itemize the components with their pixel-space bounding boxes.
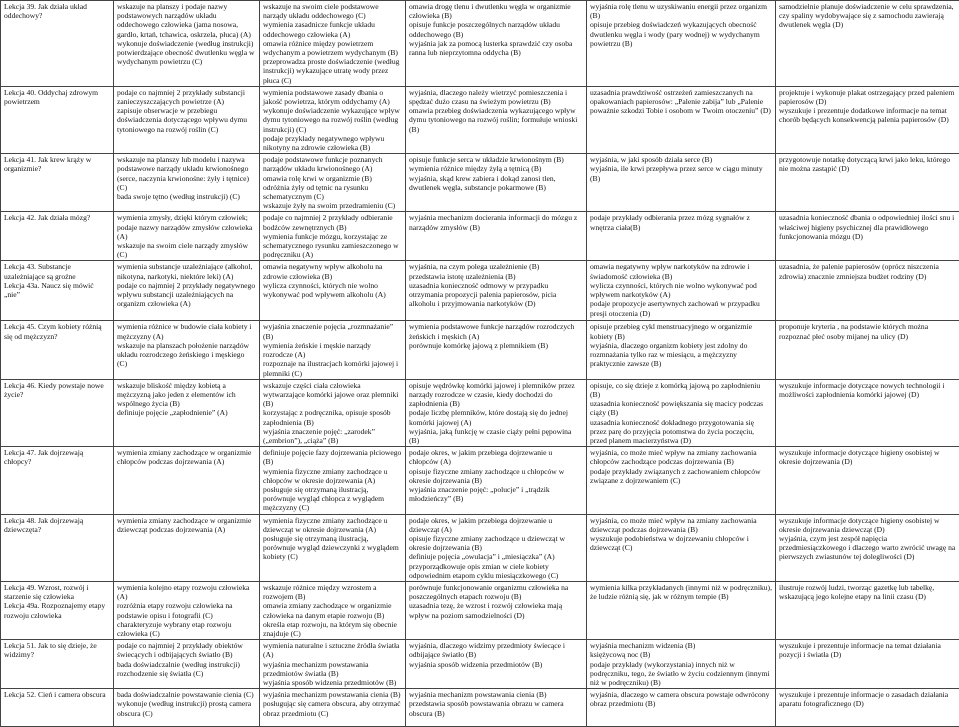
requirement-text: charakteryzuje wybrany etap rozwoju człowieka (C) [117, 620, 256, 638]
lesson-title-text: Lekcja 48. Jak dojrzewają dziewczęta? [4, 516, 110, 534]
requirement-text: omawia drogę tlenu i dwutlenku węgla w organizmie człowieka (B) [409, 2, 583, 20]
requirement-text: wskazuje na swoim ciele podstawowe narządy układu oddechowego (C) [263, 2, 402, 20]
requirement-text: wskazuje na planszach położenie narządów układu rozrodczego żeńskiego i męskiego (C) [117, 341, 256, 369]
lesson-title-text: Lekcja 51. Jak to się dzieje, że widzimy? [4, 641, 110, 659]
requirement-text: definiuje pojęcie fazy dojrzewania płciowego (B) [263, 448, 402, 466]
requirement-text: wyszukuje i prezentuje informacje o zasadach działania aparatu fotograficznego (D) [779, 690, 956, 708]
requirement-text: wyjaśnia, skąd krew zabiera i dokąd zanosi tlen, dwutlenek węgla, substancje pokarmowe (B) [409, 174, 583, 192]
table-cell-requirements-level-2 [260, 212, 406, 261]
requirement-text: wskazuje na planszy i podaje nazwy podstawowych narządów układu oddechowego człowieka (jama nosowa, gardło, krtań, tchawica, oskrzela, płuca) (A) [117, 2, 256, 39]
table-cell-lesson-title [1, 640, 114, 689]
requirement-text: wymienia zmiany zachodzące w organizmie chłopców podczas dojrzewania (A) [117, 448, 256, 466]
requirement-text: wykonuje doświadczenie (według instrukcji) potwierdzające obecność dwutlenku węgla w wydychanym powietrzu (C) [117, 39, 256, 67]
table-cell-requirements-level-1 [114, 689, 260, 727]
requirement-text: wyszukuje informacje dotyczące higieny osobistej w okresie dojrzewania dziewcząt (D) [779, 516, 956, 534]
requirement-text: podaje przykłady negatywnego wpływu nikotyny na zdrowie człowieka (B) [263, 134, 402, 152]
requirement-text: wyjaśnia, dlaczego organizm kobiety jest zdolny do rozmnażania tylko raz w miesiącu, a mężczyzny praktycznie zawsze (B) [590, 341, 772, 369]
table-cell-requirements-level-2 [260, 154, 406, 212]
table-cell-requirements-level-3 [406, 689, 587, 727]
table-cell-requirements-level-4 [587, 261, 776, 321]
table-cell-requirements-level-3 [406, 154, 587, 212]
table-cell-requirements-level-4 [587, 689, 776, 727]
requirement-text: wyjaśnia, dlaczego należy wietrzyć pomieszczenia i spędzać dużo czasu na świeżym powietrzu (B) [409, 88, 583, 106]
table-cell-requirements-level-5 [776, 212, 959, 261]
table-cell-requirements-level-5 [776, 1, 959, 87]
lesson-title-text: Lekcja 39. Jak działa układ oddechowy? [4, 2, 110, 20]
table-row [1, 261, 959, 321]
table-row [1, 447, 959, 514]
requirement-text: wyjaśnia jak za pomocą lusterka sprawdzić czy osoba ranna lub nieprzytomna oddycha (B) [409, 39, 583, 57]
requirement-text: wyjaśnia, czym jest zespół napięcia przedmiesiączkowego i dlaczego warto zwrócić uwagę na pierwszych zwiastunów tej dolegliwości (D) [779, 534, 956, 562]
table-cell-requirements-level-2 [260, 86, 406, 153]
requirement-text: wyjaśnia znaczenie pojęć: „polucje” i „trądzik młodzieńczy” (B) [409, 485, 583, 503]
table-cell-requirements-level-4 [587, 640, 776, 689]
requirement-text: ilustruje rozwój ludzi, tworząc gazetkę lub tabelkę, wskazującą jego kolejne etapy na linii czasu (D) [779, 583, 956, 601]
table-row [1, 640, 959, 689]
requirement-text: porównuje komórkę jajową z plemnikiem (B) [409, 341, 583, 350]
requirement-text: wyjaśnia znaczenie pojęcia „rozmnażanie” (B) [263, 322, 402, 340]
requirement-text: wyszukuje podobieństwa w dojrzewaniu chłopców i dziewcząt (C) [590, 534, 772, 552]
table-cell-requirements-level-5 [776, 514, 959, 581]
table-cell-requirements-level-2 [260, 581, 406, 639]
table-cell-requirements-level-2 [260, 447, 406, 514]
table-cell-requirements-level-4 [587, 514, 776, 581]
table-cell-requirements-level-3 [406, 261, 587, 321]
requirement-text: odróżnia żyły od tętnic na rysunku schematycznym (C) [263, 183, 402, 201]
requirement-text: projektuje i wykonuje plakat ostrzegający przed paleniem papierosów (D) [779, 88, 956, 106]
requirement-text: samodzielnie planuje doświadczenie w celu sprawdzenia, czy spaliny wydobywające się z samochodu zawierają dwutlenek węgla (D) [779, 2, 956, 30]
requirement-text: wymienia podstawowe zasady dbania o jakość powietrza, którym oddychamy (A) [263, 88, 402, 106]
table-cell-requirements-level-3 [406, 321, 587, 379]
requirement-text: podaje okres, w jakim przebiega dojrzewanie u chłopców (A) [409, 448, 583, 466]
requirement-text: wskazuje na swoim ciele narządy zmysłów (C) [117, 241, 256, 259]
requirement-text: wyjaśnia, w jaki sposób działa serce (B) [590, 155, 772, 164]
table-cell-requirements-level-3 [406, 447, 587, 514]
requirement-text: podaje przykłady odbierania przez mózg sygnałów z wnętrza ciała(B) [590, 213, 772, 231]
table-cell-requirements-level-4 [587, 447, 776, 514]
requirement-text: wymienia substancje uzależniające (alkohol, nikotyna, narkotyki, niektóre leki) (A) [117, 262, 256, 280]
table-row [1, 581, 959, 639]
table-row [1, 86, 959, 153]
requirement-text: omawia rolę krwi w organizmie (B) [263, 174, 402, 183]
requirement-text: wymienia zasadnicze funkcje układu oddechowego człowieka (A) [263, 20, 402, 38]
table-cell-lesson-title [1, 154, 114, 212]
requirement-text: wyszukuje i prezentuje dodatkowe informacje na temat chorób będących konsekwencją palenia papierosów (D) [779, 106, 956, 124]
requirement-text: rozpoznaje na ilustracjach komórki jajowej i plemniki (C) [263, 359, 402, 377]
table-cell-requirements-level-5 [776, 379, 959, 446]
requirement-text: opisuje przebieg doświadczeń wykazujących obecność dwutlenku węgla i wody (pary wodnej) w wydychanym powietrzu (B) [590, 20, 772, 48]
table-cell-requirements-level-5 [776, 447, 959, 514]
requirement-text: podaje propozycje asertywnych zachowań w przypadku presji otoczenia (D) [590, 299, 772, 317]
requirement-text: wymienia fizyczne zmiany zachodzące u dziewcząt w okresie dojrzewania (A) [263, 516, 402, 534]
requirement-text: wyjaśnia, co może mieć wpływ na zmiany zachowania dziewcząt podczas dojrzewania (B) [590, 516, 772, 534]
requirement-text: podaje przykłady (wykorzystania) innych niż w podręczniku, tego, że światło w życiu codziennym (innymi niż w podręczniku) (B) [590, 660, 772, 688]
table-cell-requirements-level-1 [114, 321, 260, 379]
requirement-text: wymienia zmiany zachodzące w organizmie dziewcząt podczas dojrzewania (A) [117, 516, 256, 534]
table-cell-lesson-title [1, 581, 114, 639]
lesson-title-text: Lekcja 40. Oddychaj zdrowym powietrzem [4, 88, 110, 106]
requirement-text: bada doświadczalnie powstawanie cienia (C) [117, 690, 256, 699]
requirement-text: wymienia naturalne i sztuczne źródła światła (A) [263, 641, 402, 659]
table-cell-lesson-title [1, 86, 114, 153]
table-cell-requirements-level-5 [776, 321, 959, 379]
requirement-text: posługuje się otrzymaną ilustracją, porównuje wygląd chłopca z wyglądem mężczyzny (C) [263, 485, 402, 513]
lesson-title-text: Lekcja 41. Jak krew krąży w organizmie? [4, 155, 110, 173]
table-cell-requirements-level-3 [406, 581, 587, 639]
requirement-text: uzasadnia konieczność dbania o odpowiedniej ilości snu i właściwej higieny psychicznej dla prawidłowego funkcjonowania mózgu (D) [779, 213, 956, 241]
requirement-text: przeprowadza proste doświadczenie (według instrukcji) wykazujące utratę wody przez płuca (C) [263, 57, 402, 85]
requirement-text: omawia zmiany zachodzące w organizmie człowieka na danym etapie rozwoju (B) [263, 601, 402, 619]
requirement-text: wymienia kilka przykładanych (innymi niż w podręczniku), że ludzie różnią się, jak w różnym tempie (B) [590, 583, 772, 601]
requirement-text: porównuje funkcjonowanie organizmu człowieka na poszczególnych etapach rozwoju (B) [409, 583, 583, 601]
table-cell-lesson-title [1, 261, 114, 321]
table-cell-requirements-level-1 [114, 154, 260, 212]
table-cell-requirements-level-1 [114, 212, 260, 261]
requirement-text: wskazuje części ciała człowieka wytwarzające komórki jajowe oraz plemniki (B) [263, 381, 402, 409]
requirement-text: wyjaśnia sposób widzenia przedmiotów (B) [263, 678, 402, 687]
lesson-title-text: Lekcja 49. Wzrost, rozwój i starzenie się człowieka [4, 583, 110, 601]
requirement-text: wykonuje (według instrukcji) prostą camera obscura (C) [117, 699, 256, 717]
requirement-text: przygotowuje notatkę dotyczącą krwi jako leku, którego nie można zastąpić (D) [779, 155, 956, 173]
table-cell-requirements-level-3 [406, 514, 587, 581]
table-row [1, 689, 959, 727]
requirement-text: definiuje pojęcia „owulacja” i „miesiączka” (A) [409, 552, 583, 561]
requirement-text: posługując się camera obscura, aby otrzymać obraz przedmiotu (C) [263, 699, 402, 717]
requirement-text: uzasadnia konieczność odmowy w przypadku otrzymania propozycji palenia papierosów, picia alkoholu i przyjmowania narkotyków (D) [409, 281, 583, 309]
requirement-text: wymienia fizyczne zmiany zachodzące u chłopców w okresie dojrzewania (A) [263, 467, 402, 485]
requirement-text: wyszukuje informacje dotyczące higieny osobistej w okresie dojrzewania (D) [779, 448, 956, 466]
table-row [1, 1, 959, 87]
requirement-text: wskazuje żyły na swoim przedramieniu (C) [263, 201, 402, 210]
requirement-text: określa etap rozwoju, na którym się obecnie znajduje (C) [263, 620, 402, 638]
table-cell-requirements-level-1 [114, 86, 260, 153]
table-cell-requirements-level-2 [260, 1, 406, 87]
table-cell-lesson-title [1, 447, 114, 514]
requirement-text: przyporządkowuje opis zmian w ciele kobiety odpowiednim etapom cyklu miesiączkowego (C) [409, 562, 583, 580]
requirement-text: księżycową noc (B) [590, 650, 772, 659]
requirement-text: podaje co najmniej 2 przykłady obiektów świecących i odbijających światło (B) [117, 641, 256, 659]
table-row [1, 212, 959, 261]
requirement-text: wyjaśnia, jaką funkcję w czasie ciąży pełni pępowina (B) [409, 427, 583, 445]
table-cell-requirements-level-5 [776, 86, 959, 153]
table-row [1, 514, 959, 581]
table-cell-requirements-level-3 [406, 379, 587, 446]
requirement-text: opisuje funkcje serca w układzie krwionośnym (B) [409, 155, 583, 164]
table-cell-requirements-level-4 [587, 581, 776, 639]
requirement-text: podaje co najmniej 2 przykłady substancji zanieczyszczających powietrze (A) [117, 88, 256, 106]
table-cell-requirements-level-4 [587, 86, 776, 153]
requirement-text: wskazuje na planszy lub modelu i nazywa podstawowe narządy układu krwionośnego (serce, naczynia krwionośne: żyły i tętnice) (C) [117, 155, 256, 192]
requirement-text: podaje przykłady związanych z zachowaniem chłopców związane z dojrzewaniem (C) [590, 467, 772, 485]
table-cell-requirements-level-1 [114, 379, 260, 446]
requirement-text: zapisuje obserwacje w przebiegu doświadczenia dotyczącego wpływu dymu tytoniowego na rozwój roślin (C) [117, 106, 256, 134]
table-cell-requirements-level-2 [260, 514, 406, 581]
requirement-text: wskazuje różnice między wzrostem a rozwojem (B) [263, 583, 402, 601]
lesson-title-text: Lekcja 42. Jak działa mózg? [4, 213, 110, 222]
table-cell-requirements-level-1 [114, 447, 260, 514]
table-cell-requirements-level-5 [776, 581, 959, 639]
table-cell-requirements-level-2 [260, 379, 406, 446]
requirement-text: wyjaśnia mechanizm powstawania przedmiotów światła (B) [263, 660, 402, 678]
requirement-text: uzasadnia prawdziwość ostrzeżeń zamieszczanych na opakowaniach papierosów: „Palenie zabija” lub „Palenie poważnie szkodzi Tobie i osobom w Twoim otoczeniu” (D) [590, 88, 772, 116]
requirement-text: uzasadnia konieczność dokładnego przygotowania się przez parę do przyjęcia potomstwa do życia poczęciu, przed planem macierzyństwa (D) [590, 418, 772, 446]
table-cell-requirements-level-1 [114, 581, 260, 639]
requirement-text: proponuje kryteria , na podstawie których można rozpoznać płeć osoby mijanej na ulicy (D) [779, 322, 956, 340]
requirement-text: wymienia różnice w budowie ciała kobiety i mężczyzny (A) [117, 322, 256, 340]
requirement-text: wyjaśnia znaczenie pojęć: „zarodek” („embrion”), „ciąża” (B) [263, 427, 402, 445]
lesson-title-text: Lekcja 47. Jak dojrzewają chłopcy? [4, 448, 110, 466]
table-cell-requirements-level-4 [587, 321, 776, 379]
requirement-text: omawia negatywny wpływ alkoholu na zdrowie człowieka (B) [263, 262, 402, 280]
table-cell-requirements-level-4 [587, 154, 776, 212]
table-cell-requirements-level-5 [776, 261, 959, 321]
table-cell-requirements-level-2 [260, 261, 406, 321]
table-cell-lesson-title [1, 1, 114, 87]
requirement-text: uzasadnia konieczność powiększania się macicy podczas ciąży (B) [590, 399, 772, 417]
table-cell-requirements-level-3 [406, 212, 587, 261]
requirement-text: wymienia kolejno etapy rozwoju człowieka (A) [117, 583, 256, 601]
requirement-text: omawia różnice między powietrzem wdychanym a powietrzem wydychanym (B) [263, 39, 402, 57]
table-cell-requirements-level-2 [260, 321, 406, 379]
requirement-text: podaje okres, w jakim przebiega dojrzewanie u dziewcząt (A) [409, 516, 583, 534]
requirement-text: wyjaśnia, ile krwi przepływa przez serce w ciągu minuty (B) [590, 164, 772, 182]
table-cell-requirements-level-2 [260, 640, 406, 689]
requirement-text: omawia przebieg doświadczenia wykazującego wpływ dymu tytoniowego na rozwój roślin; formułuje wnioski (B) [409, 106, 583, 134]
table-cell-lesson-title [1, 689, 114, 727]
requirement-text: posługuje się otrzymaną ilustracją, porównuje wygląd dziewczynki z wyglądem kobiety (C) [263, 534, 402, 562]
table-row [1, 154, 959, 212]
lesson-title-text: Lekcja 46. Kiedy powstaje nowe życie? [4, 381, 110, 399]
requirement-text: wyjaśnia mechanizm powstawania cienia (B) [263, 690, 402, 699]
table-cell-requirements-level-1 [114, 514, 260, 581]
table-cell-requirements-level-5 [776, 640, 959, 689]
table-cell-requirements-level-1 [114, 1, 260, 87]
requirement-text: wymienia różnice między żyłą a tętnicą (B) [409, 164, 583, 173]
table-row [1, 321, 959, 379]
table-row [1, 379, 959, 446]
table-cell-lesson-title [1, 379, 114, 446]
requirement-text: rozróżnia etapy rozwoju człowieka na podstawie opisu i fotografii (C) [117, 601, 256, 619]
requirement-text: wyjaśnia, dlaczego w camera obscura powstaje odwrócony obraz przedmiotu (B) [590, 690, 772, 708]
table-cell-requirements-level-3 [406, 1, 587, 87]
requirement-text: wymienia podstawowe funkcje narządów rozrodczych żeńskich i męskich (A) [409, 322, 583, 340]
requirement-text: uzasadnia tezę, że wzrost i rozwój człowieka mają wpływ na poziom samodzielności (D) [409, 601, 583, 619]
lesson-title-text: Lekcja 43. Substancje uzależniające są groźne [4, 262, 110, 280]
table-cell-lesson-title [1, 212, 114, 261]
table-cell-requirements-level-4 [587, 379, 776, 446]
table-cell-requirements-level-4 [587, 1, 776, 87]
table-cell-requirements-level-5 [776, 689, 959, 727]
requirement-text: podaje podstawowe funkcje poznanych narządów układu krwionośnego (A) [263, 155, 402, 173]
requirement-text: wymienia żeńskie i męskie narządy rozrodcze (A) [263, 341, 402, 359]
requirement-text: wymienia funkcje mózgu, korzystając ze schematycznego rysunku zamieszczonego w podręczniku (A) [263, 232, 402, 260]
lesson-title-text: Lekcja 43a. Naucz się mówić „nie” [4, 281, 110, 299]
requirement-text: opisuje funkcje poszczególnych narządów układu oddechowego (B) [409, 20, 583, 38]
requirement-text: wyjaśnia, co może mieć wpływ na zmiany zachowania chłopców zachodzące podczas dojrzewania (B) [590, 448, 772, 466]
requirement-text: wyjaśnia rolę tlenu w uzyskiwaniu energii przez organizm (B) [590, 2, 772, 20]
requirement-text: wymienia zmysły, dzięki którym człowiek; podaje nazwy narządów zmysłów człowieka (A) [117, 213, 256, 241]
table-cell-requirements-level-4 [587, 212, 776, 261]
requirement-text: bada swoje tętno (według instrukcji) (C) [117, 192, 256, 201]
requirement-text: wyszukuje informacje dotyczące nowych technologii i możliwości zapłodnienia komórki jajowej (D) [779, 381, 956, 399]
requirement-text: wyjaśnia mechanizm powstawania cienia (B) [409, 690, 583, 699]
requirement-text: wykonuje doświadczenie wykazujące wpływ dymu tytoniowego na rozwój roślin (według instrukcji) (C) [263, 106, 402, 134]
lesson-title-text: Lekcja 45. Czym kobiety różnią się od mężczyzn? [4, 322, 110, 340]
requirement-text: wyjaśnia mechanizm docierania informacji do mózgu z narządów zmysłów (B) [409, 213, 583, 231]
requirement-text: wyszukuje i prezentuje informacje na temat działania pozycji i światła (D) [779, 641, 956, 659]
requirement-text: uzasadnia, że palenie papierosów (oprócz niszczenia zdrowia) znacznie zmniejsza budżet rodziny (D) [779, 262, 956, 280]
requirement-text: wylicza czynności, których nie wolno wykonywać pod wpływem alkoholu (A) [263, 281, 402, 299]
requirement-text: omawia negatywny wpływ narkotyków na zdrowie i świadomość człowieka (B) [590, 262, 772, 280]
requirement-text: wylicza czynności, których nie wolno wykonywać pod wpływem narkotyków (A) [590, 281, 772, 299]
requirement-text: przedstawia istotę uzależnienia (B) [409, 272, 583, 281]
table-cell-requirements-level-5 [776, 154, 959, 212]
requirement-text: bada doświadczalnie (według instrukcji) rozchodzenie się światła (C) [117, 660, 256, 678]
requirement-text: opisuje fizyczne zmiany zachodzące u chłopców w okresie dojrzewania (B) [409, 467, 583, 485]
requirement-text: wyjaśnia sposób widzenia przedmiotów (B) [409, 660, 583, 669]
requirement-text: opisuje przebieg cykl menstruacyjnego w organizmie kobiety (B) [590, 322, 772, 340]
table-cell-requirements-level-3 [406, 86, 587, 153]
table-cell-requirements-level-2 [260, 689, 406, 727]
table-cell-requirements-level-3 [406, 640, 587, 689]
requirement-text: korzystając z podręcznika, opisuje sposób zapłodnienia (B) [263, 408, 402, 426]
table-cell-lesson-title [1, 321, 114, 379]
requirement-text: podaje co najmniej 2 przykłady negatywnego wpływu substancji uzależniających na organizm człowieka (A) [117, 281, 256, 309]
requirement-text: wskazuje bliskość między kobietą a mężczyzną jako jeden z elementów ich wspólnego życia (B) [117, 381, 256, 409]
table-cell-requirements-level-1 [114, 640, 260, 689]
requirement-text: podaje co najmniej 2 przykłady odbieranie bodźców zewnętrznych (B) [263, 213, 402, 231]
requirement-text: opisuje, co się dzieje z komórką jajową po zapłodnieniu (B) [590, 381, 772, 399]
requirement-text: wyjaśnia, na czym polega uzależnienie (B) [409, 262, 583, 271]
requirement-text: definiuje pojęcie „zapłodnienie” (A) [117, 408, 256, 417]
requirement-text: opisuje wędrówkę komórki jajowej i plemników przez narządy rozrodcze w czasie, kiedy dochodzi do zapłodnienia (B) [409, 381, 583, 409]
requirement-text: wyjaśnia, dlaczego widzimy przedmioty świecące i odbijające światło (B) [409, 641, 583, 659]
table-cell-lesson-title [1, 514, 114, 581]
table-cell-requirements-level-1 [114, 261, 260, 321]
requirement-text: podaje liczbę plemników, które dostają się do jednej komórki jajowej (A) [409, 408, 583, 426]
lesson-title-text: Lekcja 49a. Rozpoznajemy etapy rozwoju człowieka [4, 601, 110, 619]
requirement-text: przedstawia sposób powstawania obrazu w camera obscura (B) [409, 699, 583, 717]
requirement-text: wyjaśnia mechanizm widzenia (B) [590, 641, 772, 650]
lesson-title-text: Lekcja 52. Cień i camera obscura [4, 690, 110, 699]
requirement-text: opisuje fizyczne zmiany zachodzące u dziewcząt w okresie dojrzewania (B) [409, 534, 583, 552]
